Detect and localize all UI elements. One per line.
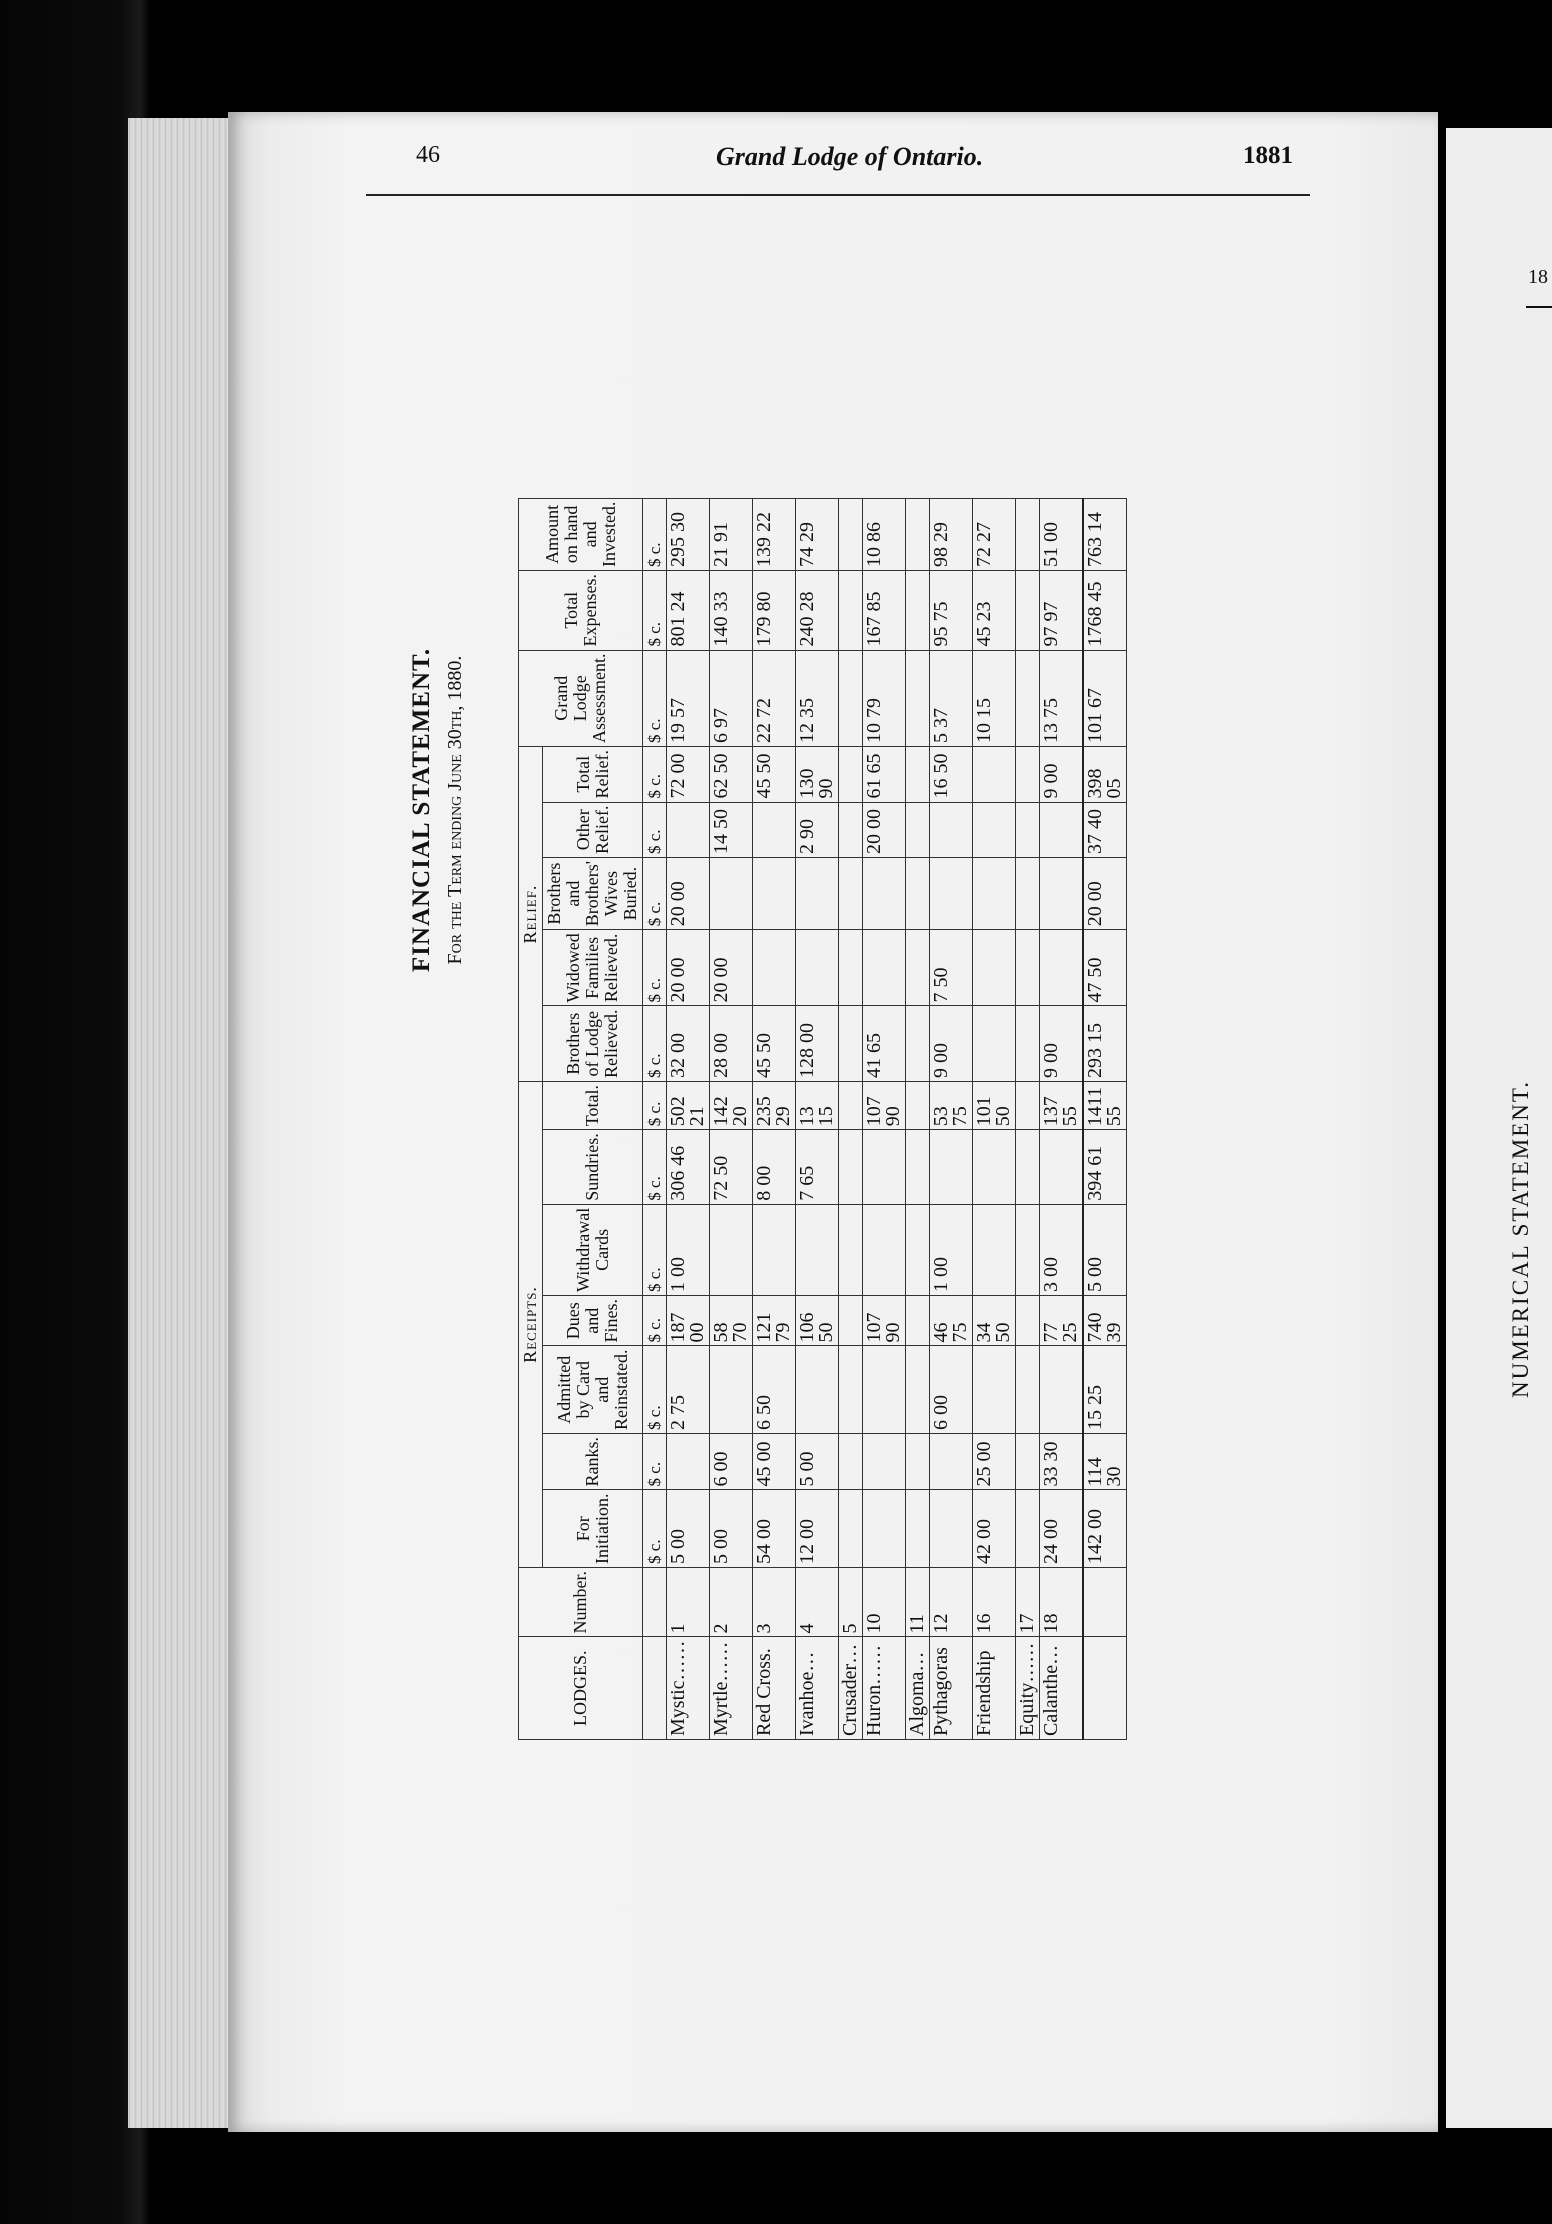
cell-adm bbox=[973, 1346, 1016, 1433]
cell-init: 5 00 bbox=[710, 1490, 753, 1567]
cell-gla: 10 15 bbox=[973, 650, 1016, 747]
cell-wd bbox=[906, 1204, 930, 1295]
cell-bur bbox=[863, 858, 906, 930]
cell-wd bbox=[710, 1204, 753, 1295]
cell-hand: 72 27 bbox=[973, 498, 1016, 570]
cell-tot bbox=[1016, 1081, 1040, 1129]
cell-wd bbox=[839, 1204, 863, 1295]
lodge-number: 1 bbox=[667, 1567, 710, 1637]
cell-bro bbox=[1016, 1006, 1040, 1081]
cell-texp: 167 85 bbox=[863, 571, 906, 650]
cell-texp: 95 75 bbox=[930, 571, 973, 650]
table-row bbox=[667, 498, 710, 1739]
cell-tot bbox=[839, 1081, 863, 1129]
cell-ranks bbox=[863, 1433, 906, 1490]
cell-hand bbox=[906, 498, 930, 570]
cell-bur bbox=[753, 858, 796, 930]
cell-oth bbox=[906, 802, 930, 857]
cell-bro: 9 00 bbox=[930, 1006, 973, 1081]
cell-sund: 306 46 bbox=[667, 1130, 710, 1205]
cell-trel bbox=[839, 747, 863, 802]
cell-tot: 53 75 bbox=[930, 1081, 973, 1129]
cell-ranks: 5 00 bbox=[796, 1433, 839, 1490]
lodge-number: 17 bbox=[1016, 1567, 1040, 1637]
col-ranks: Ranks. bbox=[543, 1433, 643, 1490]
cell-gla bbox=[839, 650, 863, 747]
cell-hand: 51 00 bbox=[1040, 498, 1084, 570]
cell-oth: 20 00 bbox=[863, 802, 906, 857]
cell-adm bbox=[906, 1346, 930, 1433]
cell-wd bbox=[1016, 1204, 1040, 1295]
cell-tot bbox=[906, 1081, 930, 1129]
group-receipts: Receipts. bbox=[519, 1081, 543, 1567]
cell-texp bbox=[906, 571, 930, 650]
cell-sund bbox=[839, 1130, 863, 1205]
unit-label: $ c. bbox=[643, 1006, 667, 1081]
cell-bur: 20 00 bbox=[667, 858, 710, 930]
cell-oth bbox=[753, 802, 796, 857]
lodge-number: 3 bbox=[753, 1567, 796, 1637]
cell-wd: 3 00 bbox=[1040, 1204, 1084, 1295]
running-title: Grand Lodge of Ontario. bbox=[716, 142, 984, 171]
cell-dues: 106 50 bbox=[796, 1295, 839, 1346]
cell-adm bbox=[1016, 1346, 1040, 1433]
lodge-name: Equity…… bbox=[1016, 1637, 1040, 1740]
cell-wid bbox=[796, 930, 839, 1006]
unit-label: $ c. bbox=[643, 1490, 667, 1567]
cell-gla: 13 75 bbox=[1040, 650, 1084, 747]
col-total-expenses: Total Expenses. bbox=[519, 571, 643, 650]
total-wid: 47 50 bbox=[1083, 930, 1127, 1006]
cell-init: 24 00 bbox=[1040, 1490, 1084, 1567]
table-row bbox=[1040, 498, 1084, 1739]
next-page-fragment bbox=[1446, 128, 1552, 2128]
cell-texp: 45 23 bbox=[973, 571, 1016, 650]
statement-title: FINANCIAL STATEMENT. bbox=[408, 647, 435, 973]
total-oth: 37 40 bbox=[1083, 802, 1127, 857]
cell-init bbox=[839, 1490, 863, 1567]
table-row bbox=[930, 498, 973, 1739]
cell-texp: 179 80 bbox=[753, 571, 796, 650]
col-brothers-relieved: Brothers of Lodge Relieved. bbox=[543, 1006, 643, 1081]
next-page-side-title: NUMERICAL STATEMENT. bbox=[1508, 1080, 1533, 1398]
cell-oth bbox=[973, 802, 1016, 857]
next-page-header: 18 bbox=[1528, 266, 1548, 288]
book-page-edges bbox=[128, 118, 240, 2128]
unit-label: $ c. bbox=[643, 650, 667, 747]
cell-dues bbox=[1016, 1295, 1040, 1346]
cell-dues: 34 50 bbox=[973, 1295, 1016, 1346]
cell-wd: 1 00 bbox=[930, 1204, 973, 1295]
cell-bur bbox=[710, 858, 753, 930]
cell-tot: 235 29 bbox=[753, 1081, 796, 1129]
lodge-name: Ivanhoe… bbox=[796, 1637, 839, 1740]
cell-wd bbox=[973, 1204, 1016, 1295]
cell-wid bbox=[1040, 930, 1084, 1006]
cell-init bbox=[930, 1490, 973, 1567]
next-page-rule bbox=[1526, 306, 1552, 308]
cell-adm bbox=[839, 1346, 863, 1433]
cell-bur bbox=[1016, 858, 1040, 930]
page-number: 46 bbox=[416, 142, 440, 168]
cell-bur bbox=[973, 858, 1016, 930]
cell-bro: 9 00 bbox=[1040, 1006, 1084, 1081]
cell-ranks bbox=[667, 1433, 710, 1490]
cell-ranks: 45 00 bbox=[753, 1433, 796, 1490]
cell-gla bbox=[1016, 650, 1040, 747]
cell-bro: 45 50 bbox=[753, 1006, 796, 1081]
col-withdrawal: Withdrawal Cards bbox=[543, 1204, 643, 1295]
lodge-name: Friendship bbox=[973, 1637, 1016, 1740]
cell-hand: 295 30 bbox=[667, 498, 710, 570]
unit-label: $ c. bbox=[643, 802, 667, 857]
cell-wid bbox=[753, 930, 796, 1006]
table-row bbox=[863, 498, 906, 1739]
cell-texp bbox=[839, 571, 863, 650]
cell-wd bbox=[863, 1204, 906, 1295]
lodge-name: Crusader… bbox=[839, 1637, 863, 1740]
cell-trel: 16 50 bbox=[930, 747, 973, 802]
cell-gla: 22 72 bbox=[753, 650, 796, 747]
lodge-number: 18 bbox=[1040, 1567, 1084, 1637]
cell-sund: 72 50 bbox=[710, 1130, 753, 1205]
total-init: 142 00 bbox=[1083, 1490, 1127, 1567]
unit-label: $ c. bbox=[643, 1433, 667, 1490]
cell-bro: 41 65 bbox=[863, 1006, 906, 1081]
cell-wid: 20 00 bbox=[667, 930, 710, 1006]
cell-ranks bbox=[930, 1433, 973, 1490]
cell-oth: 14 50 bbox=[710, 802, 753, 857]
unit-label: $ c. bbox=[643, 747, 667, 802]
lodge-number: 5 bbox=[839, 1567, 863, 1637]
cell-init: 54 00 bbox=[753, 1490, 796, 1567]
cell-oth bbox=[839, 802, 863, 857]
col-gl-assessment: Grand Lodge Assessment. bbox=[519, 650, 643, 747]
cell-oth bbox=[667, 802, 710, 857]
cell-trel bbox=[906, 747, 930, 802]
cell-trel: 130 90 bbox=[796, 747, 839, 802]
cell-bro: 28 00 bbox=[710, 1006, 753, 1081]
cell-tot: 107 90 bbox=[863, 1081, 906, 1129]
col-buried: Brothers and Brothers' Wives Buried. bbox=[543, 858, 643, 930]
cell-wid bbox=[839, 930, 863, 1006]
cell-trel bbox=[1016, 747, 1040, 802]
col-sundries: Sundries. bbox=[543, 1130, 643, 1205]
cell-trel: 45 50 bbox=[753, 747, 796, 802]
total-tot: 1411 55 bbox=[1083, 1081, 1127, 1129]
cell-ranks: 25 00 bbox=[973, 1433, 1016, 1490]
lodge-name: Algoma… bbox=[906, 1637, 930, 1740]
cell-bro: 32 00 bbox=[667, 1006, 710, 1081]
cell-sund: 7 65 bbox=[796, 1130, 839, 1205]
cell-bro bbox=[973, 1006, 1016, 1081]
statement-subtitle: For the Term ending June 30th, 1880. bbox=[444, 655, 466, 965]
cell-bur bbox=[930, 858, 973, 930]
cell-tot: 13 15 bbox=[796, 1081, 839, 1129]
cell-hand: 74 29 bbox=[796, 498, 839, 570]
unit-label: $ c. bbox=[643, 571, 667, 650]
cell-adm bbox=[796, 1346, 839, 1433]
group-header-row bbox=[519, 498, 543, 1739]
cell-texp bbox=[1016, 571, 1040, 650]
col-other-relief: Other Relief. bbox=[543, 802, 643, 857]
lodge-name: Pythagoras bbox=[930, 1637, 973, 1740]
cell-dues: 46 75 bbox=[930, 1295, 973, 1346]
lodge-name: Calanthe… bbox=[1040, 1637, 1084, 1740]
cell-gla: 6 97 bbox=[710, 650, 753, 747]
cell-init bbox=[863, 1490, 906, 1567]
total-dues: 740 39 bbox=[1083, 1295, 1127, 1346]
cell-dues: 187 00 bbox=[667, 1295, 710, 1346]
col-lodges: LODGES. bbox=[519, 1637, 643, 1740]
cell-oth bbox=[1016, 802, 1040, 857]
cell-bro: 128 00 bbox=[796, 1006, 839, 1081]
total-texp: 1768 45 bbox=[1083, 571, 1127, 650]
cell-adm: 2 75 bbox=[667, 1346, 710, 1433]
unit-row bbox=[643, 498, 667, 1739]
unit-label: $ c. bbox=[643, 498, 667, 570]
cell-tot: 101 50 bbox=[973, 1081, 1016, 1129]
table-body bbox=[667, 498, 1127, 1739]
cell-sund bbox=[1016, 1130, 1040, 1205]
cell-adm bbox=[1040, 1346, 1084, 1433]
cell-hand bbox=[839, 498, 863, 570]
col-dues: Dues and Fines. bbox=[543, 1295, 643, 1346]
cell-wid: 7 50 bbox=[930, 930, 973, 1006]
cell-init: 5 00 bbox=[667, 1490, 710, 1567]
cell-bur bbox=[796, 858, 839, 930]
col-widowed: Widowed Families Relieved. bbox=[543, 930, 643, 1006]
total-sund: 394 61 bbox=[1083, 1130, 1127, 1205]
running-year: 1881 bbox=[1243, 142, 1293, 169]
cell-ranks: 33 30 bbox=[1040, 1433, 1084, 1490]
cell-sund bbox=[930, 1130, 973, 1205]
cell-init bbox=[906, 1490, 930, 1567]
cell-ranks bbox=[1016, 1433, 1040, 1490]
cell-init bbox=[1016, 1490, 1040, 1567]
cell-hand: 10 86 bbox=[863, 498, 906, 570]
cell-tot: 137 55 bbox=[1040, 1081, 1084, 1129]
cell-hand bbox=[1016, 498, 1040, 570]
cell-dues bbox=[906, 1295, 930, 1346]
total-hand: 763 14 bbox=[1083, 498, 1127, 570]
cell-adm: 6 00 bbox=[930, 1346, 973, 1433]
cell-init: 12 00 bbox=[796, 1490, 839, 1567]
cell-texp: 240 28 bbox=[796, 571, 839, 650]
cell-wid: 20 00 bbox=[710, 930, 753, 1006]
col-on-hand: Amount on hand and Invested. bbox=[519, 498, 643, 570]
col-total-relief: Total Relief. bbox=[543, 747, 643, 802]
cell-wid bbox=[906, 930, 930, 1006]
table-row bbox=[710, 498, 753, 1739]
cell-bro bbox=[839, 1006, 863, 1081]
cell-wd bbox=[796, 1204, 839, 1295]
cell-dues: 77 25 bbox=[1040, 1295, 1084, 1346]
unit-label: $ c. bbox=[643, 1130, 667, 1205]
lodge-number: 2 bbox=[710, 1567, 753, 1637]
financial-table bbox=[518, 498, 1127, 1740]
total-bur: 20 00 bbox=[1083, 858, 1127, 930]
cell-sund bbox=[973, 1130, 1016, 1205]
lodge-name: Red Cross. bbox=[753, 1637, 796, 1740]
cell-bur bbox=[906, 858, 930, 930]
cell-ranks: 6 00 bbox=[710, 1433, 753, 1490]
cell-oth bbox=[930, 802, 973, 857]
lodge-number: 11 bbox=[906, 1567, 930, 1637]
cell-bro bbox=[906, 1006, 930, 1081]
table-row bbox=[973, 498, 1016, 1739]
cell-dues: 58 70 bbox=[710, 1295, 753, 1346]
cell-wid bbox=[863, 930, 906, 1006]
cell-sund bbox=[906, 1130, 930, 1205]
unit-label: $ c. bbox=[643, 1295, 667, 1346]
table-row bbox=[906, 498, 930, 1739]
cell-gla: 5 37 bbox=[930, 650, 973, 747]
cell-trel: 9 00 bbox=[1040, 747, 1084, 802]
cell-dues: 107 90 bbox=[863, 1295, 906, 1346]
cell-wid bbox=[973, 930, 1016, 1006]
total-gla: 101 67 bbox=[1083, 650, 1127, 747]
lodge-name: Mystic…… bbox=[667, 1637, 710, 1740]
title-block bbox=[408, 330, 467, 1290]
cell-adm bbox=[710, 1346, 753, 1433]
lodge-number: 12 bbox=[930, 1567, 973, 1637]
unit-label: $ c. bbox=[643, 1346, 667, 1433]
cell-trel: 61 65 bbox=[863, 747, 906, 802]
cell-sund bbox=[863, 1130, 906, 1205]
total-bro: 293 15 bbox=[1083, 1006, 1127, 1081]
cell-ranks bbox=[839, 1433, 863, 1490]
lodge-name: Huron…… bbox=[863, 1637, 906, 1740]
cell-gla: 12 35 bbox=[796, 650, 839, 747]
cell-dues bbox=[839, 1295, 863, 1346]
cell-trel: 72 00 bbox=[667, 747, 710, 802]
cell-bur bbox=[1040, 858, 1084, 930]
lodge-number: 4 bbox=[796, 1567, 839, 1637]
total-wd: 5 00 bbox=[1083, 1204, 1127, 1295]
cell-bur bbox=[839, 858, 863, 930]
total-trel: 398 05 bbox=[1083, 747, 1127, 802]
cell-sund bbox=[1040, 1130, 1084, 1205]
cell-trel: 62 50 bbox=[710, 747, 753, 802]
cell-adm: 6 50 bbox=[753, 1346, 796, 1433]
col-number: Number. bbox=[519, 1567, 643, 1637]
group-relief: Relief. bbox=[519, 747, 543, 1082]
cell-wid bbox=[1016, 930, 1040, 1006]
totals-row bbox=[1083, 498, 1127, 1739]
col-total-receipts: Total. bbox=[543, 1081, 643, 1129]
cell-oth bbox=[1040, 802, 1084, 857]
cell-adm bbox=[863, 1346, 906, 1433]
table-row bbox=[753, 498, 796, 1739]
cell-wd bbox=[753, 1204, 796, 1295]
unit-label: $ c. bbox=[643, 930, 667, 1006]
cell-tot: 502 21 bbox=[667, 1081, 710, 1129]
cell-sund: 8 00 bbox=[753, 1130, 796, 1205]
header-rule bbox=[366, 194, 1310, 196]
cell-ranks bbox=[906, 1433, 930, 1490]
cell-hand: 98 29 bbox=[930, 498, 973, 570]
table-row bbox=[796, 498, 839, 1739]
unit-label: $ c. bbox=[643, 858, 667, 930]
cell-tot: 142 20 bbox=[710, 1081, 753, 1129]
table-row bbox=[839, 498, 863, 1739]
lodge-number: 10 bbox=[863, 1567, 906, 1637]
cell-gla: 10 79 bbox=[863, 650, 906, 747]
cell-hand: 21 91 bbox=[710, 498, 753, 570]
cell-texp: 97 97 bbox=[1040, 571, 1084, 650]
col-admitted: Admitted by Card and Reinstated. bbox=[543, 1346, 643, 1433]
cell-texp: 140 33 bbox=[710, 571, 753, 650]
total-adm: 15 25 bbox=[1083, 1346, 1127, 1433]
cell-trel bbox=[973, 747, 1016, 802]
cell-oth: 2 90 bbox=[796, 802, 839, 857]
cell-texp: 801 24 bbox=[667, 571, 710, 650]
lodge-name: Myrtle…… bbox=[710, 1637, 753, 1740]
cell-init: 42 00 bbox=[973, 1490, 1016, 1567]
cell-wd: 1 00 bbox=[667, 1204, 710, 1295]
unit-label: $ c. bbox=[643, 1081, 667, 1129]
table-row bbox=[1016, 498, 1040, 1739]
cell-dues: 121 79 bbox=[753, 1295, 796, 1346]
cell-gla: 19 57 bbox=[667, 650, 710, 747]
lodge-number: 16 bbox=[973, 1567, 1016, 1637]
unit-label: $ c. bbox=[643, 1204, 667, 1295]
cell-hand: 139 22 bbox=[753, 498, 796, 570]
cell-gla bbox=[906, 650, 930, 747]
total-ranks: 114 30 bbox=[1083, 1433, 1127, 1490]
col-initiation: For Initiation. bbox=[543, 1490, 643, 1567]
